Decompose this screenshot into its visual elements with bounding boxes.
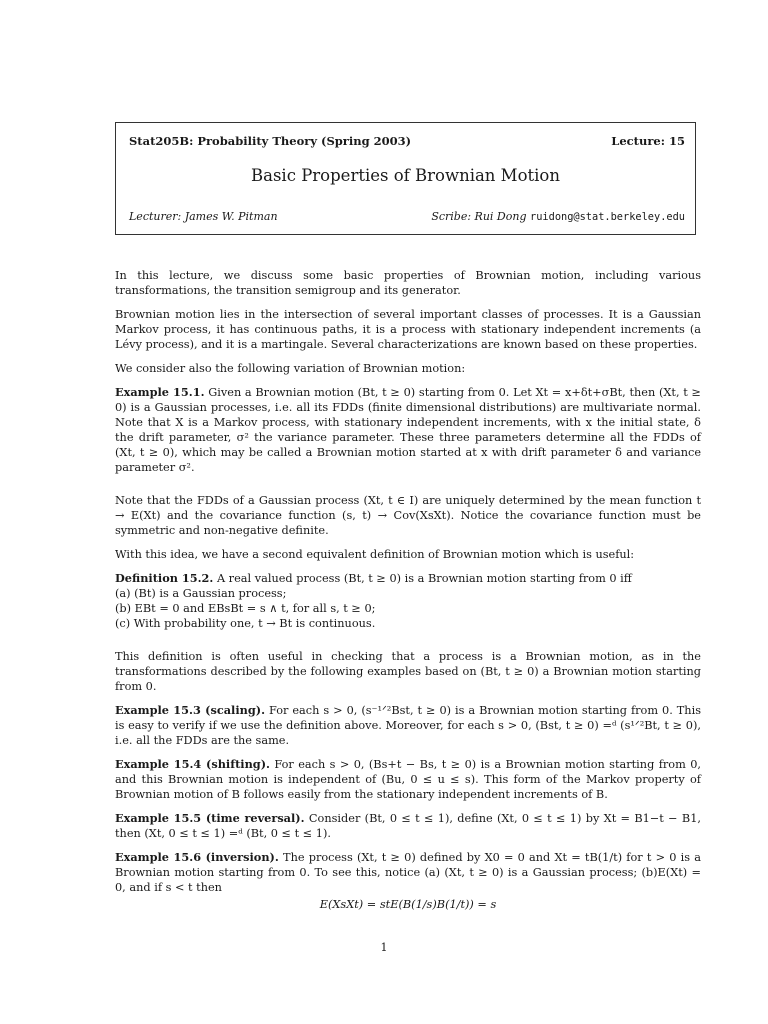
definition-item-b: (b) EBt = 0 and EBsBt = s ∧ t, for all s, t ≥ 0; [115, 602, 376, 615]
example-15-6-label: Example 15.6 (inversion). [115, 850, 279, 864]
example-15-4-label: Example 15.4 (shifting). [115, 757, 270, 771]
example-15-5-label: Example 15.5 (time reversal). [115, 811, 305, 825]
example-15-3-label: Example 15.3 (scaling). [115, 703, 266, 717]
definition-15-2-label: Definition 15.2. [115, 571, 214, 585]
body-text [115, 268, 701, 920]
example-15-6-text: The process (Xt, t ≥ 0) defined by X0 = 0 and Xt = tB(1/t) for t > 0 is a Brownian motion starting from 0. To see this, notice (a) (Xt, t ≥ 0) is a Gaussian process; (b)E(Xt) = 0, and if s < t then [115, 851, 702, 894]
scribe-info [431, 209, 685, 225]
scribe-name: Scribe: Rui Dong [431, 210, 527, 223]
definition-15-2-text: A real valued process (Bt, t ≥ 0) is a Brownian motion starting from 0 iff [216, 572, 632, 585]
example-15-1-text: Given a Brownian motion (Bt, t ≥ 0) starting from 0. Let Xt = x+δt+σBt, then (Xt, t ≥ 0) is a Gaussian processes, i.e. all its FDDs (finite dimensional distributions) are multivariate normal. Note that X is a Markov process, with stationary independent increments, with x the initial state, δ the drift parameter, σ² the variance parameter. These three parameters determine all the FDDs of (Xt, t ≥ 0), which may be called a Brownian motion started at x with drift parameter δ and variance parameter σ². [115, 386, 701, 474]
example-15-6 [115, 850, 701, 895]
example-15-4 [115, 757, 701, 802]
lecture-number: Lecture: 15 [611, 134, 685, 148]
fdd-note-paragraph: Note that the FDDs of a Gaussian process (Xt, t ∈ I) are uniquely determined by the mean function t → E(Xt) and the covariance function (s, t) → Cov(XsXt). Notice the covariance function must be symmetric and non-negative definite. [115, 494, 701, 537]
example-15-5 [115, 811, 701, 841]
variation-intro-paragraph: We consider also the following variation of Brownian motion: [115, 362, 466, 375]
second-definition-intro: With this idea, we have a second equivalent definition of Brownian motion which is useful: [115, 548, 635, 561]
definition-item-a: (a) (Bt) is a Gaussian process; [115, 587, 287, 600]
page-number: 1 [380, 941, 388, 954]
example-15-5-text: Consider (Bt, 0 ≤ t ≤ 1), define (Xt, 0 ≤ t ≤ 1) by Xt = B1−t − B1, then (Xt, 0 ≤ t ≤ 1) =ᵈ (Bt, 0 ≤ t ≤ 1). [115, 812, 701, 840]
definition-item-c: (c) With probability one, t → Bt is continuous. [115, 617, 376, 630]
scribe-email: ruidong@stat.berkeley.edu [530, 211, 685, 223]
course-title: Stat205B: Probability Theory (Spring 2003) [129, 134, 412, 148]
definition-15-2 [115, 571, 701, 631]
lecturer-name: Lecturer: James W. Pitman [129, 210, 278, 223]
example-15-3-text: For each s > 0, (s⁻¹ᐟ²Bst, t ≥ 0) is a Brownian motion starting from 0. This is easy to verify if we use the definition above. Moreover, for each s > 0, (Bst, t ≥ 0) =ᵈ (s¹ᐟ²Bt, t ≥ 0), i.e. all the FDDs are the same. [115, 704, 701, 747]
intersection-paragraph: Brownian motion lies in the intersection of several important classes of processes. It is a Gaussian Markov process, it has continuous paths, it is a process with stationary independent increments (a Lévy process), and it is a martingale. Several characterizations are known based on these properties. [115, 308, 701, 351]
example-15-1-label: Example 15.1. [115, 385, 205, 399]
document-title: Basic Properties of Brownian Motion [251, 166, 560, 185]
transform-note-paragraph: This definition is often useful in checking that a process is a Brownian motion, as in the transformations described by the following examples based on (Bt, t ≥ 0) a Brownian motion starting from 0. [115, 650, 701, 693]
example-15-3 [115, 703, 701, 748]
lecture-header-box [115, 122, 696, 235]
example-15-4-text: For each s > 0, (Bs+t − Bs, t ≥ 0) is a Brownian motion starting from 0, and this Brownian motion is independent of (Bu, 0 ≤ u ≤ s). This form of the Markov property of Brownian motion of B follows easily from the stationary independent increments of B. [115, 758, 701, 801]
intro-paragraph: In this lecture, we discuss some basic properties of Brownian motion, including various transformations, the transition semigroup and its generator. [115, 269, 701, 297]
inversion-formula: E(XsXt) = stE(B(1/s)B(1/t)) = s [319, 898, 497, 911]
example-15-1 [115, 385, 701, 475]
